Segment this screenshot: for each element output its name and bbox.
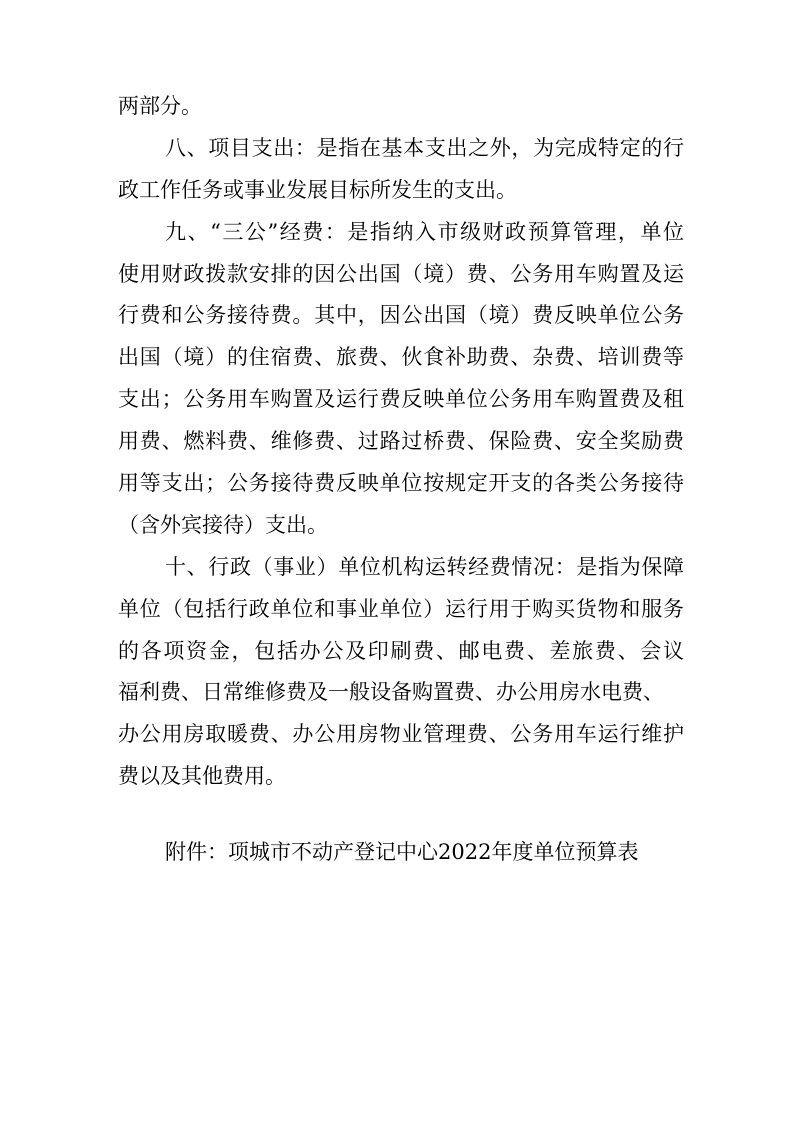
body-text [118,86,684,798]
text-line: 行费和公务接待费。其中，因公出国（境）费反映单位公务 [118,303,684,328]
text-line: 办公用房取暖费、办公用房物业管理费、公务用车运行维护 [118,722,684,747]
text-line: 出国（境）的住宿费、旅费、伙食补助费、杂费、培训费等 [118,345,684,370]
text-line: 支出；公务用车购置及运行费反映单位公务用车购置费及租 [118,387,684,412]
text-line: 用费、燃料费、维修费、过路过桥费、保险费、安全奖励费 [118,429,684,454]
text-line: 用等支出；公务接待费反映单位按规定开支的各类公务接待 [118,471,684,496]
text-line: 政工作任务或事业发展目标所发生的支出。 [118,177,517,202]
text-line: 单位（包括行政单位和事业单位）运行用于购买货物和服务 [118,596,684,621]
text-line: 九、“三公”经费：是指纳入市级财政预算管理，单位 [165,219,684,244]
text-line: 两部分。 [118,94,202,118]
text-line: 八、项目支出：是指在基本支出之外，为完成特定的行 [165,135,684,160]
text-line: 的各项资金，包括办公及印刷费、邮电费、差旅费、会议 [118,638,684,663]
text-line: 十、行政（事业）单位机构运转经费情况：是指为保障 [165,554,684,579]
text-line: 使用财政拨款安排的因公出国（境）费、公务用车购置及运 [118,261,684,286]
attachment-line: 附件：项城市不动产登记中心2022年度单位预算表 [165,840,639,864]
text-line: 福利费、日常维修费及一般设备购置费、办公用房水电费、 [118,680,664,705]
text-line: （含外宾接待）支出。 [118,512,328,537]
text-line: 费以及其他费用。 [118,764,286,789]
